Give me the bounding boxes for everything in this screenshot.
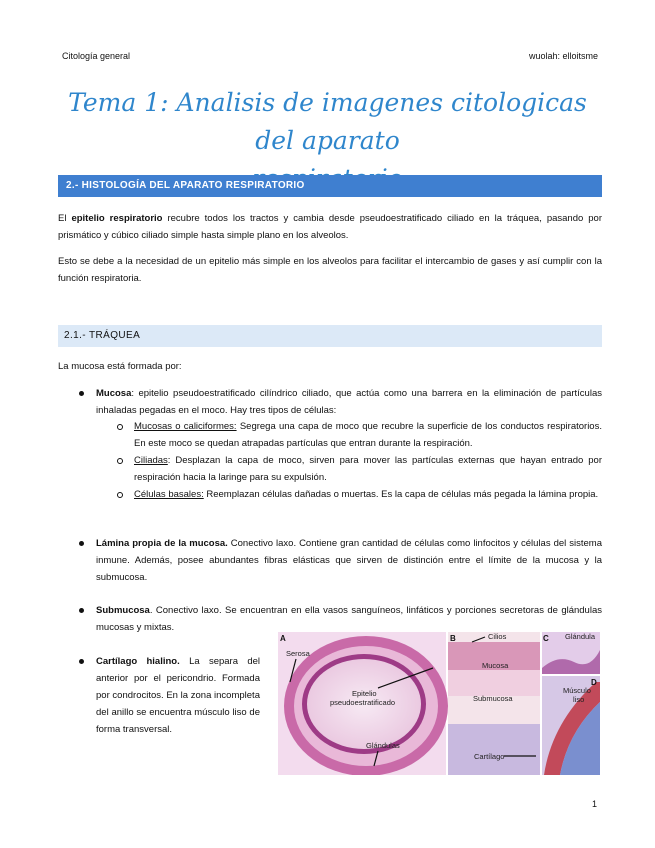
mucosa-text: : epitelio pseudoestratificado cilíndrico ciliado, que actúa como una barrera en la eliminación de partículas inhaladas pegadas en el moco. Hay tres tipos de células: bbox=[96, 388, 602, 416]
bullet-dot bbox=[79, 659, 84, 664]
subsection-lead: La mucosa está formada por: bbox=[58, 361, 182, 372]
header-left: Citología general bbox=[62, 51, 131, 61]
cell-text: Segrega una capa de moco que recubre la superficie de los conductos respiratorios. En este moco se quedan atrapadas partículas que entran durante la respiración. bbox=[134, 421, 602, 449]
item-lamina-propia bbox=[96, 535, 602, 586]
intro-paragraph-2: Esto se debe a la necesidad de un epitelio más simple en los alveolos para facilitar el intercambio de gases y así cumplir con la función respiratoria. bbox=[58, 256, 602, 284]
submucosa-text: . Conectivo laxo. Se encuentran en ella vasos sanguíneos, linfáticos y porciones secretoras de glándulas mucosas y mixtas. bbox=[96, 605, 602, 633]
item-submucosa bbox=[96, 602, 602, 636]
label-glandulas: Glándulas bbox=[366, 741, 400, 750]
label-submucosa: Submucosa bbox=[473, 694, 513, 703]
label-musculo-1: Músculo bbox=[563, 686, 591, 695]
bullet-dot bbox=[79, 391, 84, 396]
sub-bullet bbox=[117, 458, 123, 464]
panel-a-label: A bbox=[280, 634, 286, 643]
title-line1: Tema 1: Analisis de imagenes citologicas del aparato bbox=[68, 88, 587, 155]
cell-term: Mucosas o caliciformes: bbox=[134, 421, 237, 432]
sub-bullet bbox=[117, 492, 123, 498]
label-musculo-2: liso bbox=[573, 695, 585, 704]
intro-p1-post: recubre todos los tractos y cambia desde pseudoestratificado ciliado en la tráquea, pasando por prismático y cúbico ciliado simple hasta simple plano en los alveolos. bbox=[58, 213, 603, 241]
intro-paragraph-1 bbox=[58, 210, 602, 244]
label-serosa: Serosa bbox=[286, 649, 310, 658]
cell-type-mucosas bbox=[134, 418, 602, 452]
cell-text: : Desplazan la capa de moco, sirven para mover las partículas externas que hayan entrado por respiración hacia la laringe para su expulsión. bbox=[134, 455, 602, 483]
item-cartilago bbox=[96, 653, 260, 738]
subsection-heading: 2.1.- TRÁQUEA bbox=[58, 325, 602, 347]
label-epitelio-1: Epitelio bbox=[352, 689, 377, 698]
lamina-text: Conectivo laxo. Contiene gran cantidad de células como linfocitos y células del sistema inmune. Además, posee abundantes fibras elásticas que sirven de distinción entre el límite de la mucosa y la submucosa. bbox=[96, 538, 602, 583]
label-glandula: Glándula bbox=[565, 632, 596, 641]
header-right: wuolah: elloitsme bbox=[528, 51, 598, 61]
label-cartilago: Cartílago bbox=[474, 752, 505, 761]
panel-d-label: D bbox=[591, 678, 597, 687]
page-number: 1 bbox=[591, 799, 597, 809]
bullet-dot bbox=[79, 608, 84, 613]
label-mucosa: Mucosa bbox=[482, 661, 509, 670]
panel-b-cartilage-band bbox=[448, 724, 540, 775]
panel-c-label: C bbox=[543, 634, 549, 643]
cell-term: Células basales: bbox=[134, 489, 204, 500]
mucosa-term: Mucosa bbox=[96, 388, 132, 399]
cell-type-ciliadas bbox=[134, 452, 602, 486]
label-cilios: Cilios bbox=[488, 632, 507, 641]
intro-p1-bold: epitelio respiratorio bbox=[71, 213, 163, 224]
panel-b-submucosa-band bbox=[448, 670, 540, 696]
trachea-histology-figure bbox=[278, 632, 600, 775]
cell-type-basales bbox=[134, 486, 602, 503]
section-heading: 2.- HISTOLOGÍA DEL APARATO RESPIRATORIO bbox=[58, 175, 602, 197]
cell-term: Ciliadas bbox=[134, 455, 168, 466]
cell-text: Reemplazan células dañadas o muertas. Es la capa de células más pegada la lámina propia. bbox=[203, 489, 599, 500]
lamina-term: Lámina propia de la mucosa. bbox=[96, 538, 228, 549]
submucosa-term: Submucosa bbox=[96, 605, 150, 616]
label-epitelio-2: pseudoestratificado bbox=[330, 698, 396, 707]
item-mucosa bbox=[96, 385, 602, 419]
intro-p1-pre: El bbox=[58, 213, 72, 224]
bullet-dot bbox=[79, 541, 84, 546]
cartilago-term: Cartílago hialino. bbox=[96, 656, 180, 667]
sub-bullet bbox=[117, 424, 123, 430]
cartilago-text: La separa del anterior por el pericondrio. Formada por condrocitos. En la zona incompleta del anillo se encuentra músculo liso de forma transversal. bbox=[96, 656, 260, 735]
panel-b-label: B bbox=[450, 634, 456, 643]
